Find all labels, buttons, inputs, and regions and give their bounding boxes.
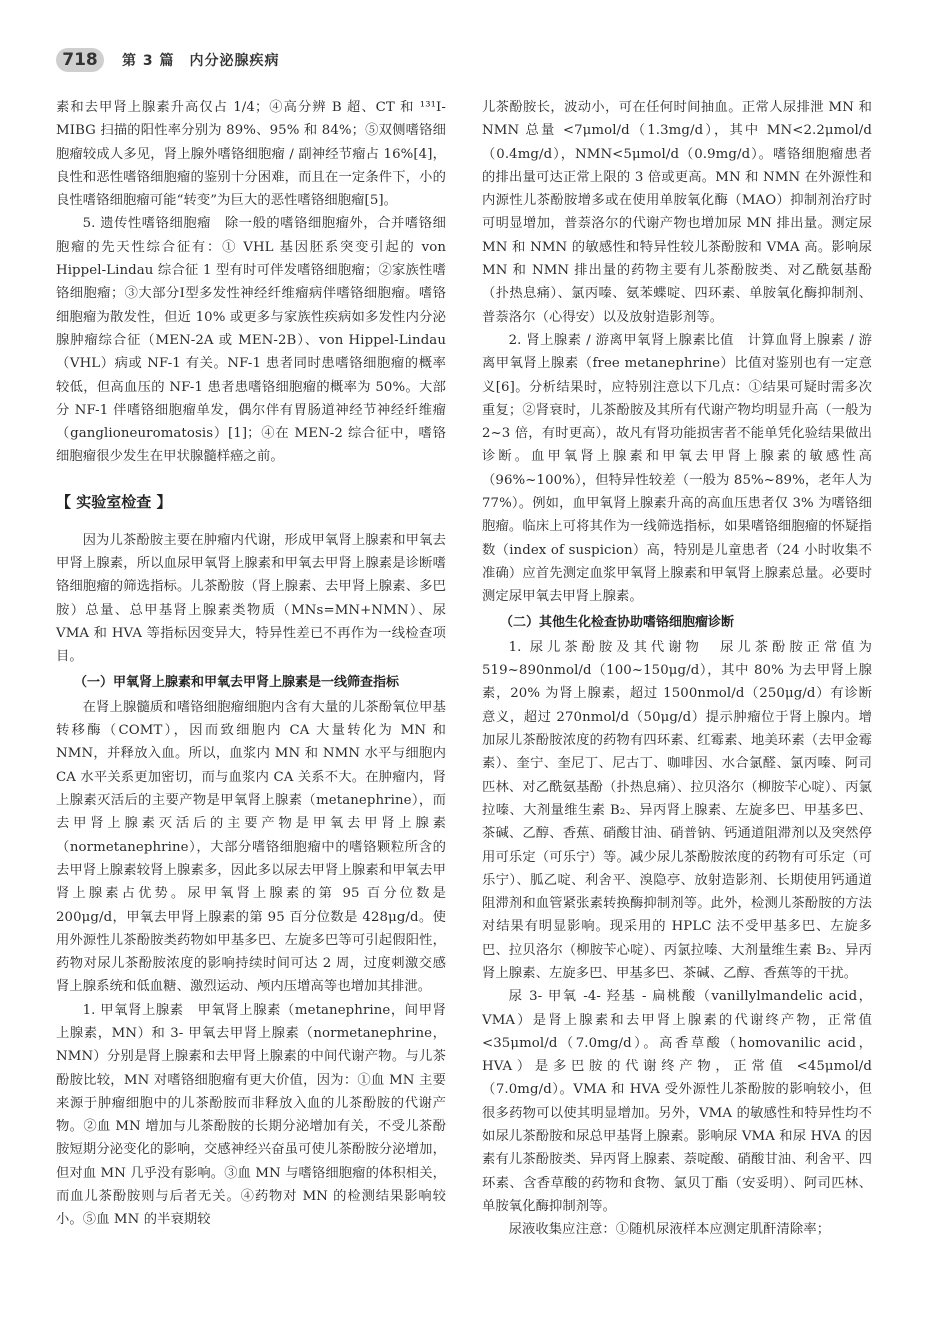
chapter-title: 第 3 篇 内分泌腺疾病 bbox=[122, 53, 280, 69]
page-header bbox=[56, 48, 896, 74]
paragraph-ratio: 2. 肾上腺素 / 游离甲氧肾上腺素比值 计算血肾上腺素 / 游离甲氧肾上腺素（free metanephrine）比值对鉴别也有一定意义[6]。分析结果时，应特别注意以下几点：①结果可疑时需多次重复；②肾衰时，儿茶酚胺及其所有代谢产物均明显升高（一般为 2~3 倍，有时更高），故凡有肾功能损害者不能单凭化验结果做出诊断。血甲氧肾上腺素和甲氧去甲肾上腺素的敏感性高（96%~100%），但特异性较差（一般为 85%~89%，老年人为 77%）。例如，血甲氧肾上腺素升高的高血压患者仅 3% 为嗜铬细胞瘤。临床上可将其作为一线筛选指标，如果嗜铬细胞瘤的怀疑指数（index of suspicion）高，特别是儿童患者（24 小时收集不准确）应首先测定血浆甲氧肾上腺素和甲氧肾上腺素总量。必要时测定尿甲氧去甲肾上腺素。 bbox=[482, 332, 872, 605]
paragraph-urine-catecholamine: 1. 尿儿茶酚胺及其代谢物 尿儿茶酚胺正常值为 519~890nmol/d（100~150μg/d），其中 80% 为去甲肾上腺素，20% 为肾上腺素，超过 1500nmol/d（250μg/d）有诊断意义，超过 270nmol/d（50μg/d）提示肿瘤位于肾上腺内。增加尿儿茶酚胺浓度的药物有四环素、红霉素、地美环素（去甲金霉素）、奎宁、奎尼丁、尼古丁、咖啡因、水合氯醛、氯丙嗪、阿司匹林、对乙酰氨基酚（扑热息痛）、拉贝洛尔（柳胺苄心啶）、丙氯拉嗪、大剂量维生素 B₂、异丙肾上腺素、左旋多巴、甲基多巴、茶碱、乙醇、香蕉、硝酸甘油、硝普钠、钙通道阻滞剂以及突然停用可乐定（可乐宁）等。减少尿儿茶酚胺浓度的药物有可乐定（可乐宁）、胍乙啶、利舍平、溴隐亭、放射造影剂、长期使用钙通道阻滞剂和血管紧张素转换酶抑制剂等。此外，检测儿茶酚胺的方法对结果有明显影响。现采用的 HPLC 法不受甲基多巴、左旋多巴、拉贝洛尔（柳胺苄心啶）、丙氯拉嗪、大剂量维生素 B₂、异丙肾上腺素、左旋多巴、甲基多巴、茶碱、乙醇、香蕉等的干扰。 bbox=[482, 639, 872, 981]
paragraph-metabolism: 在肾上腺髓质和嗜铬细胞瘤细胞内含有大量的儿茶酚氧位甲基转移酶（COMT），因而致细胞内 CA 大量转化为 MN 和 NMN，并释放入血。所以，血浆内 MN 和 NMN 水平与细胞内 CA 水平关系更加密切，而与血浆内 CA 关系不大。在肿瘤内，肾上腺素灭活后的主要产物是甲氧肾上腺素（metanephrine），而去甲肾上腺素灭活后的主要产物是甲氧去甲肾上腺素（normetanephrine），大部分嗜铬细胞瘤中的嗜铬颗粒所含的去甲肾上腺素较肾上腺素多，因此多以尿去甲肾上腺素和甲氧去甲肾上腺素占优势。尿甲氧肾上腺素的第 95 百分位数是 200μg/d，甲氧去甲肾上腺素的第 95 百分位数是 428μg/d。使用外源性儿茶酚胺类药物如甲基多巴、左旋多巴等可引起假阳性，药物对尿儿茶酚胺浓度的影响持续时间可达 2 周，过度刺激交感肾上腺系统和低血糖、激烈运动、颅内压增高等也增加其排泄。 bbox=[56, 699, 446, 995]
paragraph-vma: 尿 3- 甲氧 -4- 羟基 - 扁桃酸（vanillylmandelic acid，VMA）是肾上腺素和去甲肾上腺素的代谢终产物，正常值 <35μmol/d（7.0mg/d）。高香草酸（homovanilic acid，HVA）是多巴胺的代谢终产物，正常值 <45μmol/d（7.0mg/d）。VMA 和 HVA 受外源性儿茶酚胺的影响较小，但很多药物可以使其明显增加。另外，VMA 的敏感性和特异性均不如尿儿茶酚胺和尿总甲基肾上腺素。影响尿 VMA 和尿 HVA 的因素有儿茶酚胺类、异丙肾上腺素、萘啶酸、硝酸甘油、利舍平、四环素、含香草酸的药物和食物、氯贝丁酯（安妥明）、阿司匹林、单胺氧化酶抑制剂等。 bbox=[482, 989, 872, 1214]
section-title-lab: 【 实验室检查 】 bbox=[56, 492, 172, 511]
paragraph-mn: 1. 甲氧肾上腺素 甲氧肾上腺素（metanephrine，间甲肾上腺素，MN）和 3- 甲氧去甲肾上腺素（normetanephrine，NMN）分别是肾上腺素和去甲肾上腺素的中间代谢产物。与儿茶酚胺比较，MN 对嗜铬细胞瘤有更大价值，因为：①血 MN 主要来源于肿瘤细胞中的儿茶酚胺而非释放入血的儿茶酚胺的代谢产物。②血 MN 增加与儿茶酚胺的长期分泌增加有关，不受儿茶酚胺短期分泌变化的影响，交感神经兴奋虽可使儿茶酚胺分泌增加，但对血 MN 几乎没有影响。③血 MN 与嗜铬细胞瘤的体积相关，而血儿茶酚胺则与后者无关。④药物对 MN 的检测结果影响较小。⑤血 MN 的半衰期较 bbox=[56, 1002, 446, 1228]
subsection-title-2: （二）其他生化检查协助嗜铬细胞瘤诊断 bbox=[500, 614, 735, 630]
left-column bbox=[56, 96, 446, 1232]
subsection-title-1: （一）甲氧肾上腺素和甲氧去甲肾上腺素是一线筛查指标 bbox=[74, 674, 400, 690]
page-number: 718 bbox=[62, 50, 98, 70]
paragraph-hereditary: 5. 遗传性嗜铬细胞瘤 除一般的嗜铬细胞瘤外，合并嗜铬细胞瘤的先天性综合征有：① VHL 基因胚系突变引起的 von Hippel-Lindau 综合征 1 型有时可伴发嗜铬细胞瘤；②家族性嗜铬细胞瘤；③大部分Ⅰ型多发性神经纤维瘤病伴嗜铬细胞瘤。嗜铬细胞瘤为散发性，但近 10% 或更多与家族性疾病如多发性内分泌腺肿瘤综合征（MEN-2A 或 MEN-2B）、von Hippel-Lindau（VHL）病或 NF-1 有关。NF-1 患者同时患嗜铬细胞瘤的概率较低，但高血压的 NF-1 患者患嗜铬细胞瘤的概率为 50%。大部分 NF-1 伴嗜铬细胞瘤单发，偶尔伴有胃肠道神经节神经纤维瘤（ganglioneuromatosis）[1]；④在 MEN-2 综合征中，嗜铬细胞瘤很少发生在甲状腺髓样癌之前。 bbox=[56, 216, 446, 465]
paragraph-mn-continued: 儿茶酚胺长，波动小，可在任何时间抽血。正常人尿排泄 MN 和 NMN 总量 <7μmol/d（1.3mg/d），其中 MN<2.2μmol/d（0.4mg/d），NMN<5μmol/d（0.9mg/d）。嗜铬细胞瘤患者的排出量可达正常上限的 3 倍或更高。MN 和 NMN 在外源性和内源性儿茶酚胺增多或在使用单胺氧化酶（MAO）抑制剂治疗时可明显增加，普萘洛尔的代谢产物也增加尿 MN 排出量。测定尿 MN 和 NMN 的敏感性和特异性较儿茶酚胺和 VMA 高。影响尿 MN 和 NMN 排出量的药物主要有儿茶酚胺类、对乙酰氨基酚（扑热息痛）、氯丙嗪、氨苯蝶啶、四环素、单胺氧化酶抑制剂、普萘洛尔（心得安）以及放射造影剂等。 bbox=[482, 100, 872, 325]
paragraph-lab: 因为儿茶酚胺主要在肿瘤内代谢，形成甲氧肾上腺素和甲氧去甲肾上腺素，所以血尿甲氧肾上腺素和甲氧去甲肾上腺素是诊断嗜铬细胞瘤的筛选指标。儿茶酚胺（肾上腺素、去甲肾上腺素、多巴胺）总量、总甲基肾上腺素类物质（MNs=MN+NMN）、尿 VMA 和 HVA 等指标因变异大，特异性差已不再作为一线检查项目。 bbox=[56, 532, 446, 665]
page-number-badge bbox=[56, 48, 104, 72]
paragraph-intro: 素和去甲肾上腺素升高仅占 1/4；④高分辨 B 超、CT 和 ¹³¹I-MIBG 扫描的阳性率分别为 89%、95% 和 84%；⑤双侧嗜铬细胞瘤较成人多见，肾上腺外嗜铬细胞瘤 / 副神经节瘤占 16%[4]，良性和恶性嗜铬细胞瘤的鉴别十分困难，而且在一定条件下，小的良性嗜铬细胞瘤可能“转变”为巨大的恶性嗜铬细胞瘤[5]。 bbox=[56, 100, 446, 209]
paragraph-urine-collection: 尿液收集应注意：①随机尿液样本应测定肌酐清除率； bbox=[508, 1222, 831, 1238]
right-column bbox=[482, 96, 872, 1242]
